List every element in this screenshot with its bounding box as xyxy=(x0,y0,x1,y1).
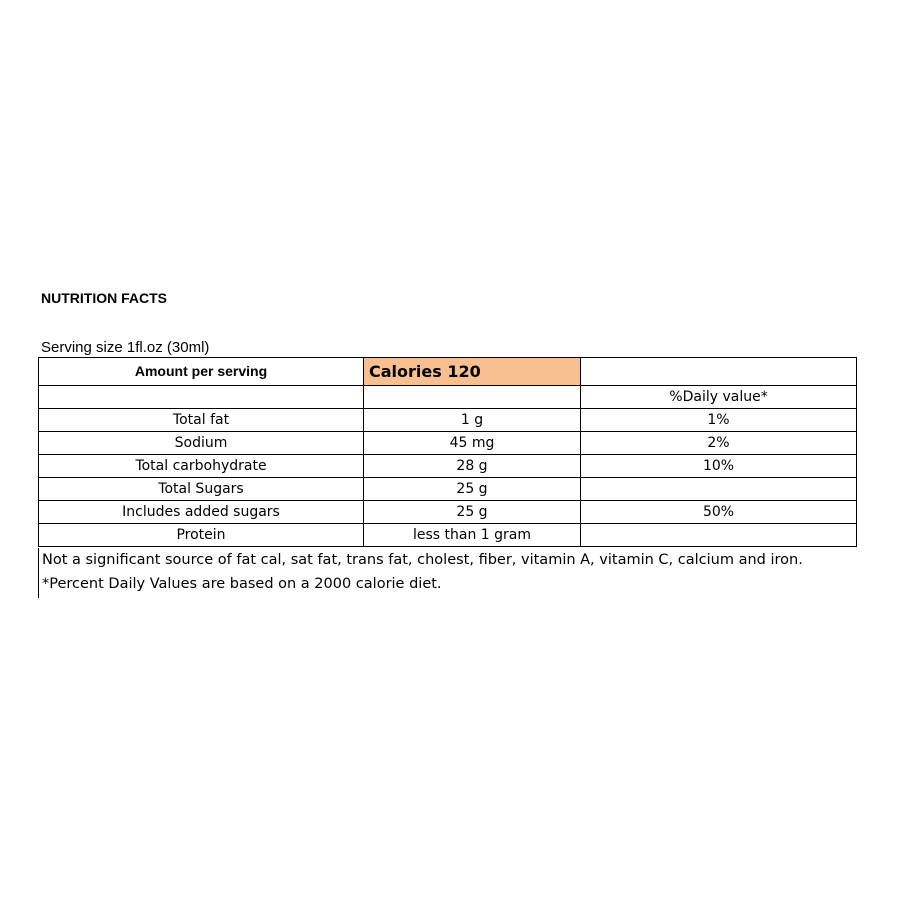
nutrient-dv: 2% xyxy=(581,432,857,455)
nutrient-name: Total fat xyxy=(39,409,364,432)
table-header-row xyxy=(39,358,857,386)
nutrient-dv xyxy=(581,524,857,547)
table-row xyxy=(39,478,857,501)
table-row xyxy=(39,432,857,455)
footnote-daily-values: *Percent Daily Values are based on a 2000 calorie diet. xyxy=(42,576,442,592)
table-row xyxy=(39,524,857,547)
nutrient-name: Total carbohydrate xyxy=(39,455,364,478)
daily-value-header: %Daily value* xyxy=(581,386,857,409)
nutrient-amount: less than 1 gram xyxy=(364,524,581,547)
table-row xyxy=(39,501,857,524)
nutrition-table xyxy=(38,357,857,547)
daily-value-header-row xyxy=(39,386,857,409)
nutrient-dv: 1% xyxy=(581,409,857,432)
nutrient-name: Sodium xyxy=(39,432,364,455)
empty-cell xyxy=(39,386,364,409)
nutrient-name: Includes added sugars xyxy=(39,501,364,524)
empty-cell xyxy=(364,386,581,409)
nutrient-name: Protein xyxy=(39,524,364,547)
amount-per-serving-header: Amount per serving xyxy=(39,358,364,386)
nutrient-amount: 1 g xyxy=(364,409,581,432)
nutrition-facts-title: NUTRITION FACTS xyxy=(41,290,167,306)
nutrient-dv xyxy=(581,478,857,501)
nutrient-amount: 25 g xyxy=(364,478,581,501)
nutrient-name: Total Sugars xyxy=(39,478,364,501)
serving-size: Serving size 1fl.oz (30ml) xyxy=(41,339,210,356)
footnote-nutrient-sources: Not a significant source of fat cal, sat fat, trans fat, cholest, fiber, vitamin A, vitamin C, calcium and iron. xyxy=(42,552,803,568)
nutrient-amount: 45 mg xyxy=(364,432,581,455)
table-row xyxy=(39,409,857,432)
nutrient-dv: 50% xyxy=(581,501,857,524)
footnotes xyxy=(38,548,859,598)
header-empty-cell xyxy=(581,358,857,386)
calories-cell: Calories 120 xyxy=(364,358,581,386)
table-row xyxy=(39,455,857,478)
nutrient-amount: 25 g xyxy=(364,501,581,524)
nutrient-dv: 10% xyxy=(581,455,857,478)
nutrient-amount: 28 g xyxy=(364,455,581,478)
